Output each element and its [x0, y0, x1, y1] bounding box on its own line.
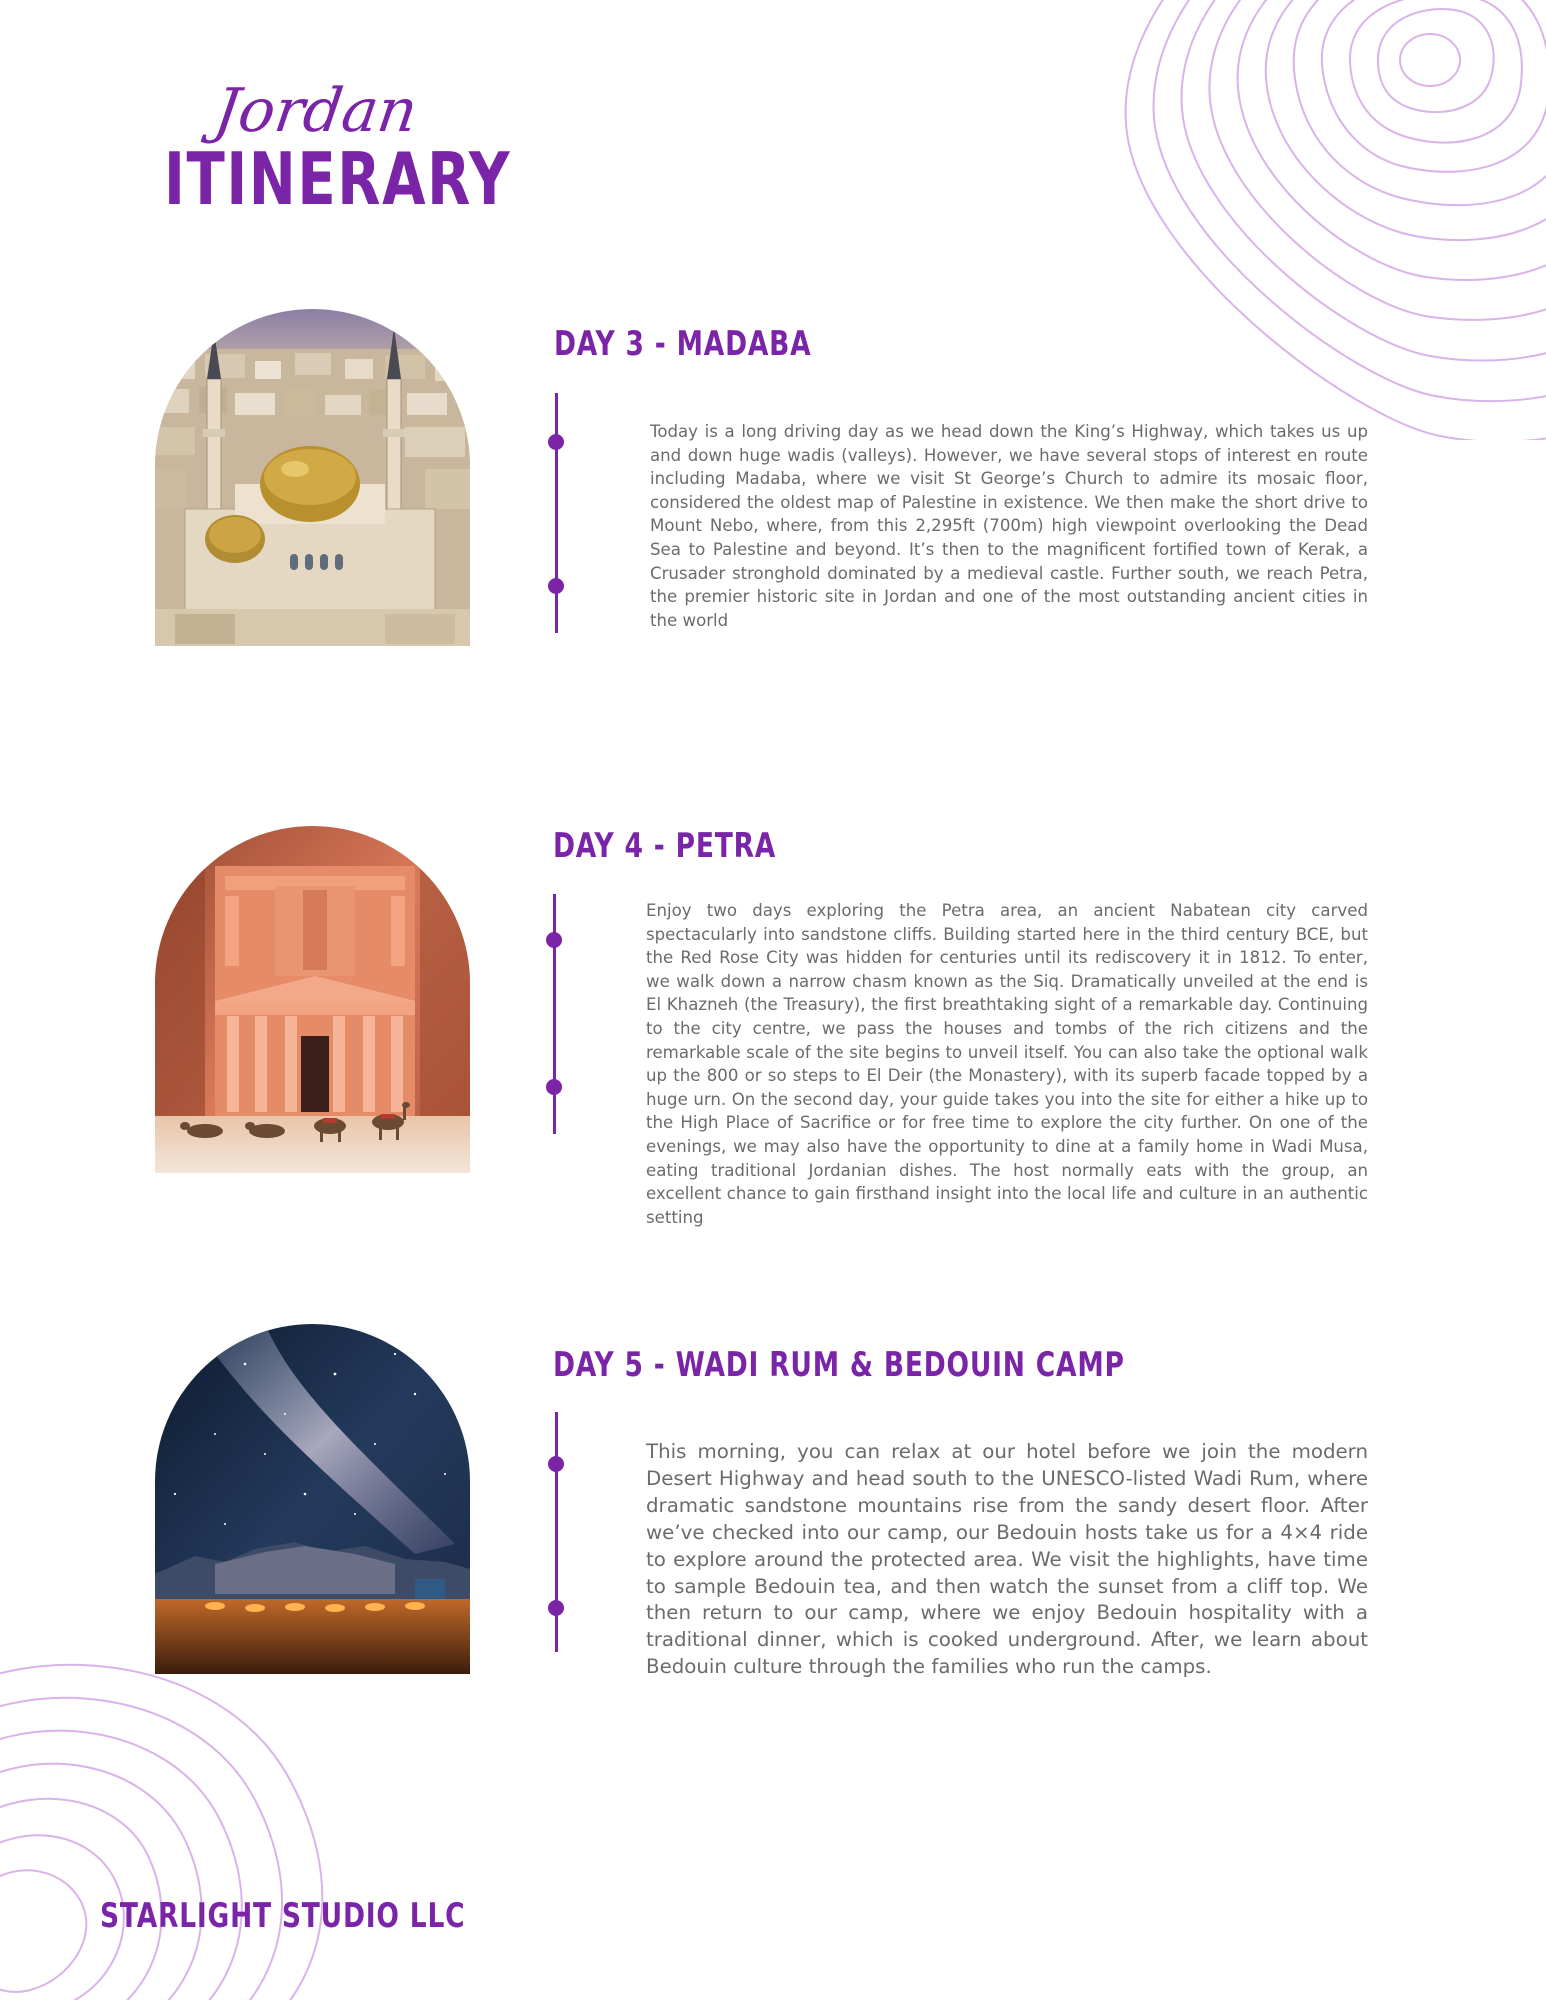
petra-treasury-photo [155, 826, 470, 1173]
day-3-timeline [555, 393, 558, 633]
madaba-mosque-photo [155, 309, 470, 646]
day-3-heading: DAY 3 - MADABA [554, 324, 812, 364]
page-title: ITINERARY [164, 137, 512, 221]
contour-lines-decoration-top [1060, 0, 1546, 440]
title-script-jordan: Jordan [210, 76, 422, 146]
day-3-timeline-dot [548, 434, 564, 450]
day-4-timeline-dot [546, 932, 562, 948]
wadi-rum-night-sky-photo [155, 1324, 470, 1674]
day-4-heading: DAY 4 - PETRA [553, 826, 777, 866]
day-5-timeline-dot [548, 1456, 564, 1472]
day-4-timeline [553, 894, 556, 1134]
contour-lines-decoration-bottom [0, 1660, 360, 2000]
day-4-timeline-dot [546, 1079, 562, 1095]
day-5-heading: DAY 5 - WADI RUM & BEDOUIN CAMP [553, 1345, 1125, 1385]
day-3-timeline-dot [548, 578, 564, 594]
day-4-description: Enjoy two days exploring the Petra area, an ancient Nabatean city carved spectacularly into sandstone cliffs. Building started here in the third century BCE, but the Red Rose City was hidden for centuries until its rediscovery it in 1812. To enter, we walk down a narrow chasm known as the Siq. Dramatically unveiled at the end is El Khazneh (the Treasury), the first breathtaking sight of a remarkable day. Continuing to the city centre, we pass the houses and tombs of the rich citizens and the remarkable scale of the site begins to unveil itself. You can also take the optional walk up the 800 or so steps to El Deir (the Monastery), with its superb facade topped by a huge urn. On the second day, your guide takes you into the site for either a hike up to the High Place of Sacrifice or for free time to explore the city further. On one of the evenings, we may also have the opportunity to dine at a family home in Wadi Musa, eating traditional Jordanian dishes. The host normally eats with the group, an excellent chance to gain firsthand insight into the local life and culture in an authentic setting [646, 901, 1368, 1227]
day-5-timeline [555, 1412, 558, 1652]
footer-brand: STARLIGHT STUDIO LLC [100, 1896, 466, 1936]
day-5-description: This morning, you can relax at our hotel before we join the modern Desert Highway and head south to the UNESCO-listed Wadi Rum, where dramatic sandstone mountains rise from the sandy desert floor. After we’ve checked into our camp, our Bedouin hosts take us for a 4×4 ride to explore around the protected area. We visit the highlights, have time to sample Bedouin tea, and then watch the sunset from a cliff top. We then return to our camp, where we enjoy Bedouin hospitality with a traditional dinner, which is cooked underground. After, we learn about Bedouin culture through the families who run the camps. [646, 1440, 1368, 1679]
day-5-timeline-dot [548, 1600, 564, 1616]
day-3-description: Today is a long driving day as we head down the King’s Highway, which takes us up and down huge wadis (valleys). However, we have several stops of interest en route including Madaba, where we visit St George’s Church to admire its mosaic floor, considered the oldest map of Palestine in existence. We then make the short drive to Mount Nebo, where, from this 2,295ft (700m) high viewpoint overlooking the Dead Sea to Palestine and beyond. It’s then to the magnificent fortified town of Kerak, a Crusader stronghold dominated by a medieval castle. Further south, we reach Petra, the premier historic site in Jordan and one of the most outstanding ancient cities in the world [650, 422, 1368, 630]
